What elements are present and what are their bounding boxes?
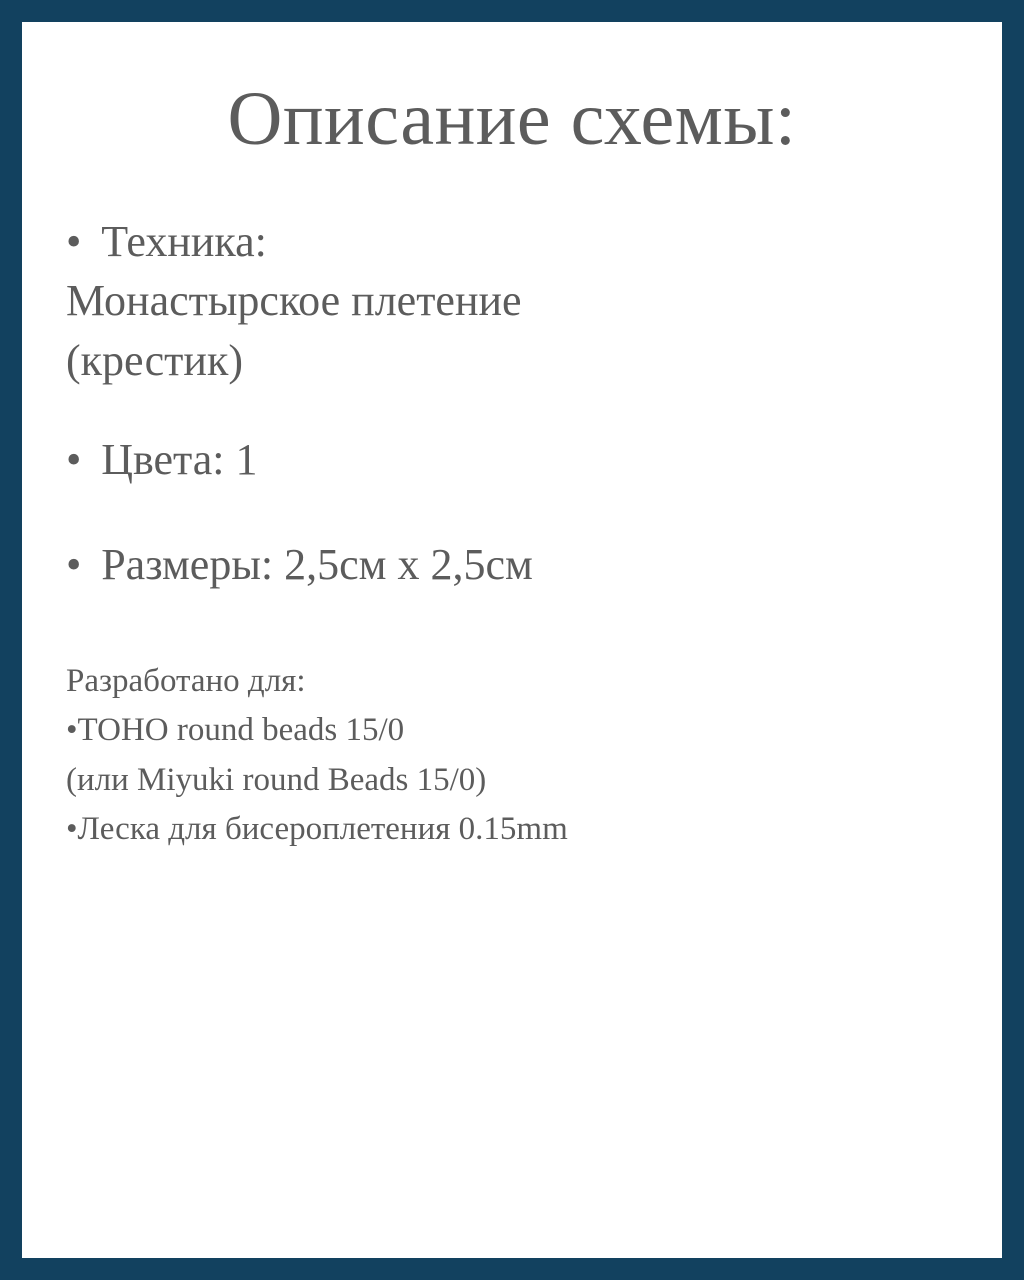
materials-heading: Разработано для: bbox=[66, 662, 306, 699]
bullet-size-line bbox=[66, 535, 958, 594]
bullet-size-label: Размеры: 2,5см х 2,5см bbox=[101, 540, 533, 590]
bullet-size bbox=[66, 535, 958, 594]
bullet-marker-icon: • bbox=[66, 216, 82, 266]
materials-item-1: •TOHO round beads 15/0 bbox=[66, 712, 405, 749]
bullet-marker-icon: • bbox=[66, 540, 82, 590]
bullet-technique-line-1 bbox=[66, 212, 958, 271]
description-card bbox=[22, 22, 1002, 1258]
materials-item-2: (или Miyuki round Beads 15/0) bbox=[66, 761, 487, 798]
materials-notes bbox=[66, 657, 958, 855]
materials-item-3: •Леска для бисероплетения 0.15mm bbox=[66, 811, 568, 848]
bullet-colors-line bbox=[66, 430, 958, 489]
bullet-marker-icon: • bbox=[66, 434, 82, 484]
bullet-colors bbox=[66, 430, 958, 489]
bullet-technique-label: Техника: bbox=[101, 216, 267, 266]
bullet-technique-line-3: (крестик) bbox=[66, 335, 243, 385]
bullet-technique-line-2: Монастырское плетение bbox=[66, 276, 522, 326]
bullet-technique bbox=[66, 212, 958, 390]
page-title: Описание схемы: bbox=[227, 77, 797, 161]
bullet-colors-label: Цвета: 1 bbox=[101, 434, 258, 484]
